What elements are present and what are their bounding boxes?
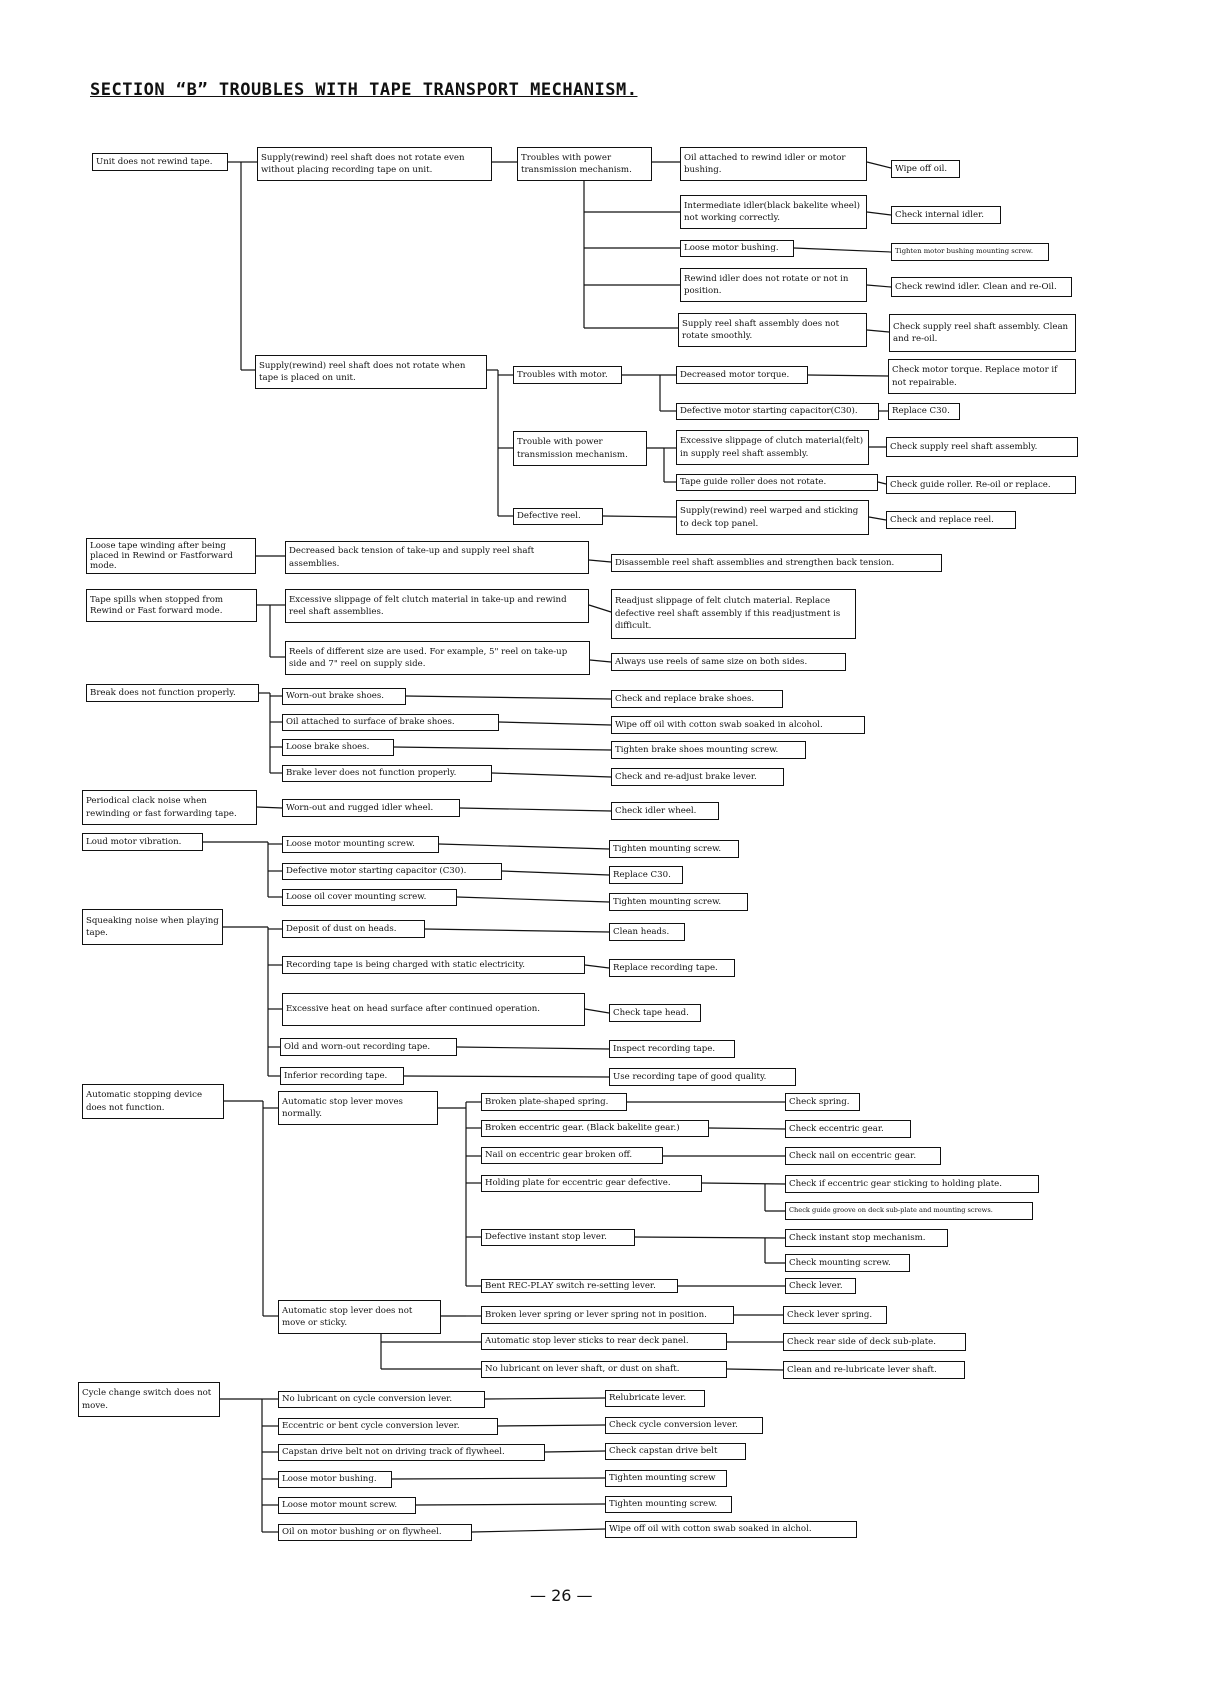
remedy-box: Check lever spring. [783, 1306, 887, 1324]
cause-box: Trouble with power transmission mechanism. [513, 431, 647, 466]
connector [404, 1076, 609, 1077]
connector [406, 696, 611, 699]
cause-box: Broken eccentric gear. (Black bakelite gear.) [481, 1120, 709, 1137]
connector [702, 1183, 785, 1184]
connector [590, 660, 611, 662]
symptom-box: Squeaking noise when playing tape. [82, 909, 223, 945]
connector [867, 162, 891, 168]
remedy-box: Check capstan drive belt [605, 1443, 746, 1460]
cause-box: Loose oil cover mounting screw. [282, 889, 457, 906]
remedy-box: Tighten motor bushing mounting screw. [891, 243, 1049, 261]
cause-box: Supply reel shaft assembly does not rotate smoothly. [678, 313, 867, 347]
remedy-box: Check cycle conversion lever. [605, 1417, 763, 1434]
cause-box: Loose brake shoes. [282, 739, 394, 756]
remedy-box: Check lever. [785, 1278, 856, 1294]
connector [460, 808, 611, 811]
symptom-box: Periodical clack noise when rewinding or fast forwarding tape. [82, 790, 257, 825]
connector [392, 1478, 605, 1479]
cause-box: Decreased back tension of take-up and supply reel shaft assemblies. [285, 541, 589, 574]
connector [635, 1237, 785, 1238]
remedy-box: Replace C30. [609, 866, 683, 884]
connector [485, 1398, 605, 1399]
remedy-box: Check rear side of deck sub-plate. [783, 1333, 966, 1351]
connector [867, 330, 889, 332]
cause-box: Automatic stop lever sticks to rear deck panel. [481, 1333, 727, 1350]
cause-box: Capstan drive belt not on driving track of flywheel. [278, 1444, 545, 1461]
remedy-box: Tighten brake shoes mounting screw. [611, 741, 806, 759]
cause-box: Defective motor starting capacitor (C30). [282, 863, 502, 880]
remedy-box: Relubricate lever. [605, 1390, 705, 1407]
remedy-box: Clean and re-lubricate lever shaft. [783, 1361, 965, 1379]
symptom-box: Loud motor vibration. [82, 833, 203, 851]
remedy-box: Replace recording tape. [609, 959, 735, 977]
cause-box: Eccentric or bent cycle conversion lever. [278, 1418, 498, 1435]
cause-box: Decreased motor torque. [676, 366, 808, 384]
remedy-box: Wipe off oil with cotton swab soaked in alcohol. [611, 716, 865, 734]
cause-box: Oil attached to rewind idler or motor bushing. [680, 147, 867, 181]
cause-box: Tape guide roller does not rotate. [676, 474, 878, 491]
remedy-box: Clean heads. [609, 923, 685, 941]
connector [499, 722, 611, 725]
cause-box: No lubricant on cycle conversion lever. [278, 1391, 485, 1408]
cause-box: Supply(rewind) reel shaft does not rotate when tape is placed on unit. [255, 355, 487, 389]
symptom-box: Tape spills when stopped from Rewind or Fast forward mode. [86, 589, 257, 622]
cause-box: Supply(rewind) reel shaft does not rotate even without placing recording tape on unit. [257, 147, 492, 181]
remedy-box: Check and re-adjust brake lever. [611, 768, 784, 786]
connector [585, 965, 609, 968]
remedy-box: Wipe off oil with cotton swab soaked in alchol. [605, 1521, 857, 1538]
remedy-box: Check guide groove on deck sub-plate and mounting screws. [785, 1202, 1033, 1220]
connector [727, 1369, 783, 1370]
remedy-box: Check idler wheel. [611, 802, 719, 820]
cause-box: Excessive heat on head surface after continued operation. [282, 993, 585, 1026]
remedy-box: Check if eccentric gear sticking to holding plate. [785, 1175, 1039, 1193]
cause-box: Inferior recording tape. [280, 1067, 404, 1085]
remedy-box: Always use reels of same size on both sides. [611, 653, 846, 671]
remedy-box: Tighten mounting screw. [605, 1496, 732, 1513]
connector [794, 248, 891, 252]
connector [416, 1504, 605, 1505]
connector [878, 482, 886, 484]
cause-box: Old and worn-out recording tape. [280, 1038, 457, 1056]
remedy-box: Check instant stop mechanism. [785, 1229, 948, 1247]
cause-box: Broken plate-shaped spring. [481, 1093, 627, 1111]
connector [867, 212, 891, 215]
remedy-box: Check and replace brake shoes. [611, 690, 783, 708]
remedy-box: Tighten mounting screw. [609, 893, 748, 911]
cause-box: Troubles with power transmission mechanism. [517, 147, 652, 181]
cause-box: Loose motor mount screw. [278, 1497, 416, 1514]
remedy-box: Check nail on eccentric gear. [785, 1147, 941, 1165]
connector [545, 1451, 605, 1452]
symptom-box: Automatic stopping device does not function. [82, 1084, 224, 1119]
symptom-box: Unit does not rewind tape. [92, 153, 228, 171]
remedy-box: Check supply reel shaft assembly. Clean and re-oil. [889, 314, 1076, 352]
connector [472, 1529, 605, 1532]
connector [492, 773, 611, 777]
connector [869, 517, 886, 520]
connector [257, 807, 282, 808]
cause-box: Recording tape is being charged with static electricity. [282, 956, 585, 974]
cause-box: Troubles with motor. [513, 366, 622, 384]
cause-box: Oil on motor bushing or on flywheel. [278, 1524, 472, 1541]
cause-box: Oil attached to surface of brake shoes. [282, 714, 499, 731]
connector [439, 844, 609, 849]
remedy-box: Check motor torque. Replace motor if not repairable. [888, 359, 1076, 394]
remedy-box: Check guide roller. Re-oil or replace. [886, 476, 1076, 494]
remedy-box: Check mounting screw. [785, 1254, 910, 1272]
cause-box: No lubricant on lever shaft, or dust on shaft. [481, 1361, 727, 1378]
connector [589, 605, 611, 612]
page-number: — 26 — [530, 1586, 593, 1605]
cause-box: Bent REC-PLAY switch re-setting lever. [481, 1279, 678, 1293]
remedy-box: Check eccentric gear. [785, 1120, 911, 1138]
cause-box: Nail on eccentric gear broken off. [481, 1147, 663, 1164]
connector [498, 1425, 605, 1426]
remedy-box: Wipe off oil. [891, 160, 960, 178]
connector [808, 375, 888, 376]
cause-box: Excessive slippage of felt clutch material in take-up and rewind reel shaft assemblies. [285, 589, 589, 623]
section-title: SECTION “B” TROUBLES WITH TAPE TRANSPORT MECHANISM. [90, 80, 638, 100]
cause-box: Automatic stop lever does not move or sticky. [278, 1300, 441, 1334]
symptom-box: Cycle change switch does not move. [78, 1382, 220, 1417]
connector [867, 285, 891, 287]
cause-box: Defective motor starting capacitor(C30). [676, 403, 879, 420]
cause-box: Loose motor mounting screw. [282, 836, 439, 853]
connector [502, 871, 609, 875]
remedy-box: Check supply reel shaft assembly. [886, 437, 1078, 457]
cause-box: Supply(rewind) reel warped and sticking to deck top panel. [676, 500, 869, 535]
cause-box: Intermediate idler(black bakelite wheel) not working correctly. [680, 195, 867, 229]
connector [425, 929, 609, 932]
remedy-box: Inspect recording tape. [609, 1040, 735, 1058]
remedy-box: Replace C30. [888, 403, 960, 420]
remedy-box: Check tape head. [609, 1004, 701, 1022]
cause-box: Holding plate for eccentric gear defective. [481, 1175, 702, 1192]
cause-box: Automatic stop lever moves normally. [278, 1091, 438, 1125]
cause-box: Loose motor bushing. [278, 1471, 392, 1488]
cause-box: Worn-out and rugged idler wheel. [282, 799, 460, 817]
cause-box: Excessive slippage of clutch material(felt) in supply reel shaft assembly. [676, 430, 869, 465]
symptom-box: Loose tape winding after being placed in Rewind or Fastforward mode. [86, 538, 256, 574]
connector [394, 747, 611, 750]
connector [709, 1128, 785, 1129]
remedy-box: Readjust slippage of felt clutch material. Replace defective reel shaft assembly if this readjustment is difficult. [611, 589, 856, 639]
cause-box: Loose motor bushing. [680, 240, 794, 257]
connector [589, 560, 611, 562]
connector [457, 1047, 609, 1049]
connector [585, 1009, 609, 1013]
remedy-box: Check and replace reel. [886, 511, 1016, 529]
cause-box: Brake lever does not function properly. [282, 765, 492, 782]
cause-box: Reels of different size are used. For example, 5" reel on take-up side and 7" reel on supply side. [285, 641, 590, 675]
cause-box: Deposit of dust on heads. [282, 920, 425, 938]
remedy-box: Check rewind idler. Clean and re-Oil. [891, 277, 1072, 297]
symptom-box: Break does not function properly. [86, 684, 259, 702]
remedy-box: Tighten mounting screw [605, 1470, 727, 1487]
connector [603, 516, 676, 517]
cause-box: Worn-out brake shoes. [282, 688, 406, 705]
cause-box: Defective reel. [513, 508, 603, 525]
cause-box: Defective instant stop lever. [481, 1229, 635, 1246]
cause-box: Rewind idler does not rotate or not in position. [680, 268, 867, 302]
remedy-box: Use recording tape of good quality. [609, 1068, 796, 1086]
cause-box: Broken lever spring or lever spring not in position. [481, 1306, 734, 1324]
connector [457, 897, 609, 902]
remedy-box: Tighten mounting screw. [609, 840, 739, 858]
remedy-box: Disassemble reel shaft assemblies and strengthen back tension. [611, 554, 942, 572]
remedy-box: Check internal idler. [891, 206, 1001, 224]
remedy-box: Check spring. [785, 1093, 860, 1111]
